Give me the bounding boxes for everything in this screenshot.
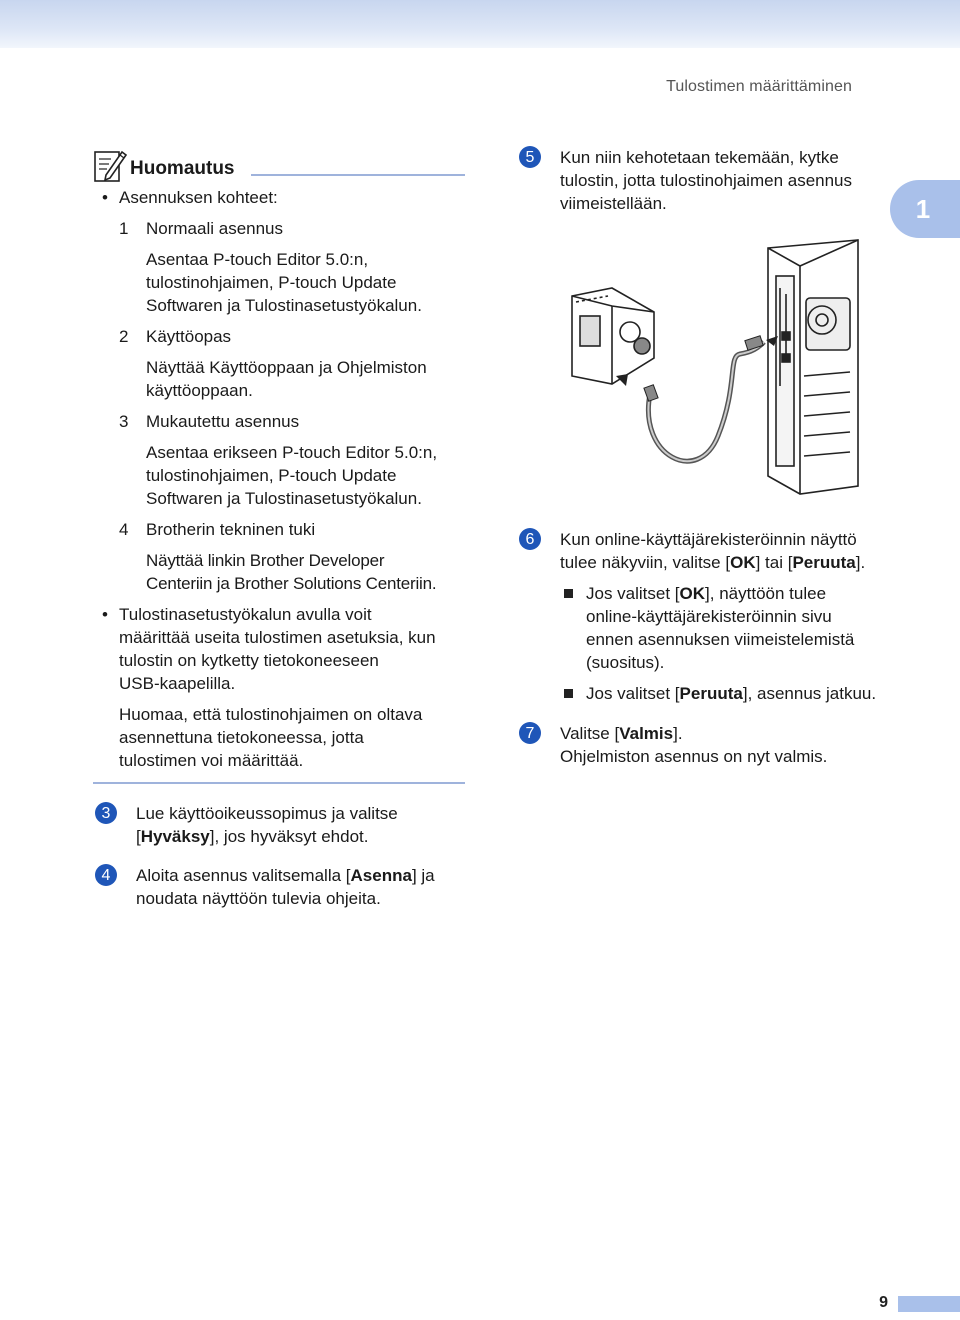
text: ]. (855, 553, 866, 572)
step-badge: 7 (519, 722, 541, 744)
item-label: Käyttöopas (146, 327, 232, 346)
desc-line: käyttöoppaan. (146, 381, 253, 400)
step-6-option-cancel (519, 682, 919, 705)
bullet-line: tulostin on kytketty tietokoneeseen (119, 651, 379, 670)
step-line: Lue käyttöoikeussopimus ja valitse (136, 804, 398, 823)
text: ]. (673, 724, 683, 743)
page-number: 9 (879, 1294, 888, 1311)
option-line (586, 682, 919, 705)
note-header (93, 148, 465, 184)
note-item-4 (93, 518, 465, 541)
pencil-note-icon (93, 148, 127, 184)
step-line: noudata näyttöön tulevia ohjeita. (136, 889, 381, 908)
text: ], asennus jatkuu. (742, 684, 877, 703)
step-badge: 3 (95, 802, 117, 824)
text: ] ja (411, 866, 435, 885)
note-title: Huomautus (130, 158, 235, 179)
para-line: asennettuna tietokoneessa, jotta (119, 728, 364, 747)
step-line: Kun online-käyttäjärekisteröinnin näyttö (560, 530, 857, 549)
note-item-1-desc (93, 248, 465, 317)
step-4 (95, 864, 475, 910)
note-item-1 (93, 217, 465, 240)
step-line: viimeistellään. (560, 194, 667, 213)
item-number: 2 (119, 327, 129, 346)
step-7 (519, 722, 919, 768)
text: Jos valitset [ (586, 684, 680, 703)
item-number: 4 (119, 520, 129, 539)
step-3 (95, 802, 475, 848)
desc-line: Näyttää Käyttöoppaan ja Ohjelmiston (146, 358, 427, 377)
step-line: Ohjelmiston asennus on nyt valmis. (560, 747, 828, 766)
desc-line: tulostinohjaimen, P-touch Update (146, 466, 397, 485)
button-name: OK (730, 553, 756, 572)
page-number-bar (898, 1296, 960, 1312)
item-label: Normaali asennus (146, 219, 284, 238)
step-text (519, 722, 919, 768)
pc-tower (768, 240, 858, 494)
text: tulee näkyviin, valitse [ (560, 553, 731, 572)
button-name: OK (679, 584, 706, 603)
desc-line: Softwaren ja Tulostinasetustyökalun. (146, 296, 422, 315)
step-text (519, 528, 919, 574)
button-name: Valmis (619, 724, 674, 743)
text: Jos valitset [ (586, 584, 680, 603)
top-band (0, 0, 960, 48)
button-name: Hyväksy (140, 827, 210, 846)
step-line: Kun niin kehotetaan tekemään, kytke (560, 148, 839, 167)
note-item-3-desc (93, 441, 465, 510)
step-line (136, 864, 475, 887)
desc-line: Asentaa erikseen P-touch Editor 5.0:n, (146, 443, 438, 462)
button-name: Peruuta (679, 684, 743, 703)
bracket: [ (136, 827, 141, 846)
text: ] tai [ (755, 553, 793, 572)
option-line: ennen asennuksen viimeistelemistä (586, 630, 855, 649)
para-line: Huomaa, että tulostinohjaimen on oltava (119, 705, 423, 724)
step-line (136, 825, 475, 848)
printer-usb-pc-illustration (568, 236, 864, 498)
usb-cable (648, 342, 764, 461)
step-line (560, 551, 919, 574)
step-text (519, 146, 889, 215)
printer (572, 288, 654, 384)
step-badge: 6 (519, 528, 541, 550)
para-line: tulostimen voi määrittää. (119, 751, 304, 770)
note-bullet-1: • Asennuksen kohteet: (93, 186, 465, 209)
step-badge: 5 (519, 146, 541, 168)
option-line (586, 582, 919, 605)
option-line: online-käyttäjärekisteröinnin sivu (586, 607, 832, 626)
bullet-line: määrittää useita tulostimen asetuksia, kun (119, 628, 436, 647)
item-number: 1 (119, 219, 129, 238)
text: ], jos hyväksyt ehdot. (209, 827, 369, 846)
step-badge: 4 (95, 864, 117, 886)
note-rule-bottom (93, 782, 465, 784)
note-item-4-desc (93, 549, 465, 595)
desc-line: Softwaren ja Tulostinasetustyökalun. (146, 489, 422, 508)
note-item-3 (93, 410, 465, 433)
item-label: Brotherin tekninen tuki (146, 520, 316, 539)
step-6 (519, 528, 919, 705)
chapter-tab: 1 (890, 180, 960, 238)
note-item-2 (93, 325, 465, 348)
note-rule-top (251, 174, 465, 176)
running-head: Tulostimen määrittäminen (666, 78, 852, 95)
step-line: tulostin, jotta tulostinohjaimen asennus (560, 171, 853, 190)
text: ], näyttöön tulee (705, 584, 827, 603)
step-text (95, 864, 475, 910)
step-6-option-ok (519, 582, 919, 674)
step-line (560, 722, 919, 745)
item-number: 3 (119, 412, 129, 431)
bullet-line: • Tulostinasetustyökalun avulla voit (119, 605, 372, 624)
step-5 (519, 146, 889, 215)
button-name: Asenna (350, 866, 412, 885)
option-line: (suositus). (586, 653, 665, 672)
desc-line: Näyttää linkin Brother Developer (146, 551, 385, 570)
item-label: Mukautettu asennus (146, 412, 300, 431)
desc-line: tulostinohjaimen, P-touch Update (146, 273, 397, 292)
text: Aloita asennus valitsemalla [ (136, 866, 351, 885)
note-bullet-2 (93, 603, 465, 695)
desc-line: Centeriin ja Brother Solutions Centeriin. (146, 574, 437, 593)
note-box (93, 148, 465, 772)
note-body (93, 186, 465, 772)
desc-line: Asentaa P-touch Editor 5.0:n, (146, 250, 369, 269)
button-name: Peruuta (792, 553, 856, 572)
note-item-2-desc (93, 356, 465, 402)
bullet-line: USB-kaapelilla. (119, 674, 236, 693)
text: Valitse [ (560, 724, 620, 743)
note-paragraph (93, 703, 465, 772)
step-text (95, 802, 475, 848)
